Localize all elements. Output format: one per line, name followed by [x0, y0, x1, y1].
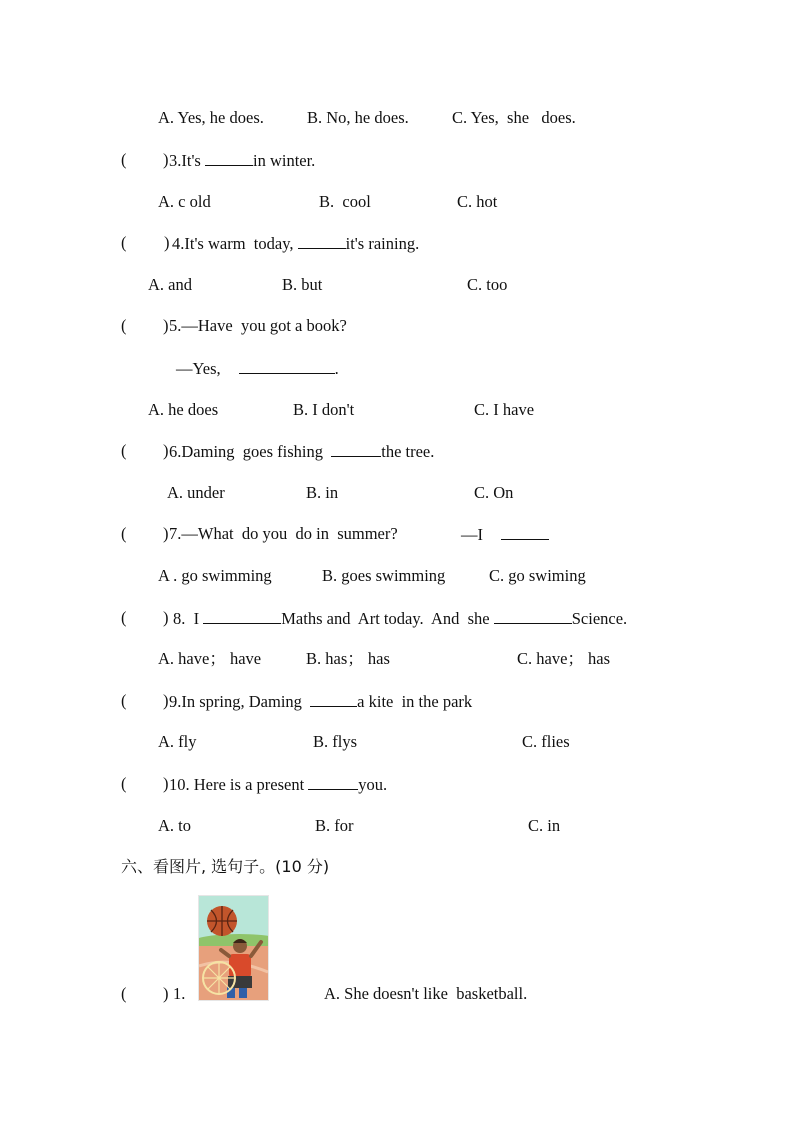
s6-option-a: A. She doesn't like basketball. [324, 984, 528, 1003]
basketball-boy-illustration [199, 896, 268, 1000]
q8-stem-post: Science. [571, 609, 628, 628]
q3-option-a: A. c old [158, 192, 211, 211]
q6-answer-paren-close: ) [163, 441, 169, 460]
basketball-boy-picture [198, 895, 269, 1001]
q4-stem-pre: 4.It's warm today, [172, 234, 298, 253]
q7-stem: 7.—What do you do in summer? [169, 524, 398, 543]
q10-option-c: C. in [528, 816, 561, 835]
q4-option-b: B. but [282, 275, 323, 294]
q3-stem-pre: 3.It's [169, 151, 205, 170]
q3-answer-paren-close: ) [163, 150, 169, 169]
q4-option-c: C. too [467, 275, 508, 294]
q10-stem [169, 774, 387, 795]
q6-stem [169, 441, 434, 462]
q10-blank [308, 774, 358, 790]
q9-option-c: C. flies [522, 732, 570, 751]
q10-option-b: B. for [315, 816, 354, 835]
q6-option-b: B. in [306, 483, 339, 502]
q8-stem [173, 608, 627, 629]
q5-option-a: A. he does [148, 400, 219, 419]
q7-answer: —I [461, 525, 483, 544]
q7-blank [501, 524, 549, 540]
s6-q1-number: 1. [173, 984, 186, 1003]
q8-answer-paren-close: ) [163, 608, 169, 627]
q8-option-b: B. has； has [306, 649, 390, 668]
q8-option-c: C. have； has [517, 649, 611, 668]
q7-answer-paren-open: ( [121, 524, 127, 543]
q9-answer-paren-open: ( [121, 691, 127, 710]
q7-option-a: A . go swimming [158, 566, 272, 585]
q6-option-c: C. On [474, 483, 514, 502]
q9-stem-pre: 9.In spring, Daming [169, 692, 311, 711]
q10-answer-paren-open: ( [121, 774, 127, 793]
q9-option-b: B. flys [313, 732, 358, 751]
q3-stem [169, 150, 315, 171]
s6-q1-answer-paren-close: ) [163, 984, 169, 1003]
q2-option-b: B. No, he does. [307, 108, 409, 127]
q10-stem-post: you. [358, 775, 388, 794]
q3-option-c: C. hot [457, 192, 498, 211]
q3-blank [205, 150, 253, 166]
q5-stem [169, 316, 347, 336]
q8-blank-2 [494, 608, 572, 624]
q7-answer-paren-close: ) [163, 524, 169, 543]
q6-stem-pre: 6.Daming goes fishing [169, 442, 332, 461]
q2-option-a: A. Yes, he does. [158, 108, 264, 127]
q9-stem [169, 691, 472, 712]
q5-answer-paren-open: ( [121, 316, 127, 335]
q10-answer-paren-close: ) [163, 774, 169, 793]
section-6-heading: 六、看图片, 选句子。(10 分) [121, 857, 330, 876]
q8-stem-pre: 8. I [173, 609, 204, 628]
q9-answer-paren-close: ) [163, 691, 169, 710]
q8-answer-paren-open: ( [121, 608, 127, 627]
q6-option-a: A. under [167, 483, 225, 502]
q5-stem-post: you got a book? [232, 316, 347, 335]
q8-blank-1 [203, 608, 281, 624]
q6-stem-post: the tree. [381, 442, 435, 461]
q3-option-b: B. cool [319, 192, 371, 211]
q4-blank [298, 233, 346, 249]
q3-answer-paren-open: ( [121, 150, 127, 169]
q4-option-a: A. and [148, 275, 192, 294]
q3-stem-post: in winter. [252, 151, 316, 170]
q5-option-b: B. I don't [293, 400, 355, 419]
q10-stem-pre: 10. Here is a present [169, 775, 309, 794]
q4-stem [172, 233, 419, 254]
q4-stem-post: it's raining. [345, 234, 420, 253]
q5-answer-line [176, 358, 339, 379]
q6-answer-paren-open: ( [121, 441, 127, 460]
q7-option-b: B. goes swimming [322, 566, 446, 585]
q2-option-c: C. Yes, she does. [452, 108, 576, 127]
s6-q1-answer-paren-open: ( [121, 984, 127, 1003]
q9-option-a: A. fly [158, 732, 197, 751]
q4-answer-paren-close: ) [164, 233, 170, 252]
q8-option-a: A. have； have [158, 649, 262, 668]
q9-blank [310, 691, 357, 707]
q4-answer-paren-open: ( [121, 233, 127, 252]
q9-stem-post: a kite in the park [357, 692, 473, 711]
q10-option-a: A. to [158, 816, 191, 835]
q5-option-c: C. I have [474, 400, 535, 419]
q8-stem-mid: Maths and Art today. And she [281, 609, 494, 628]
q5-answer-paren-close: ) [163, 316, 169, 335]
q5-answer-post: . [334, 359, 339, 378]
q5-stem-pre: 5.—Have [169, 316, 233, 335]
q7-option-c: C. go swiming [489, 566, 586, 585]
q7-answer-line [461, 524, 549, 545]
q5-answer-pre: —Yes, [176, 359, 221, 378]
q6-blank [331, 441, 381, 457]
q5-blank [239, 358, 335, 374]
